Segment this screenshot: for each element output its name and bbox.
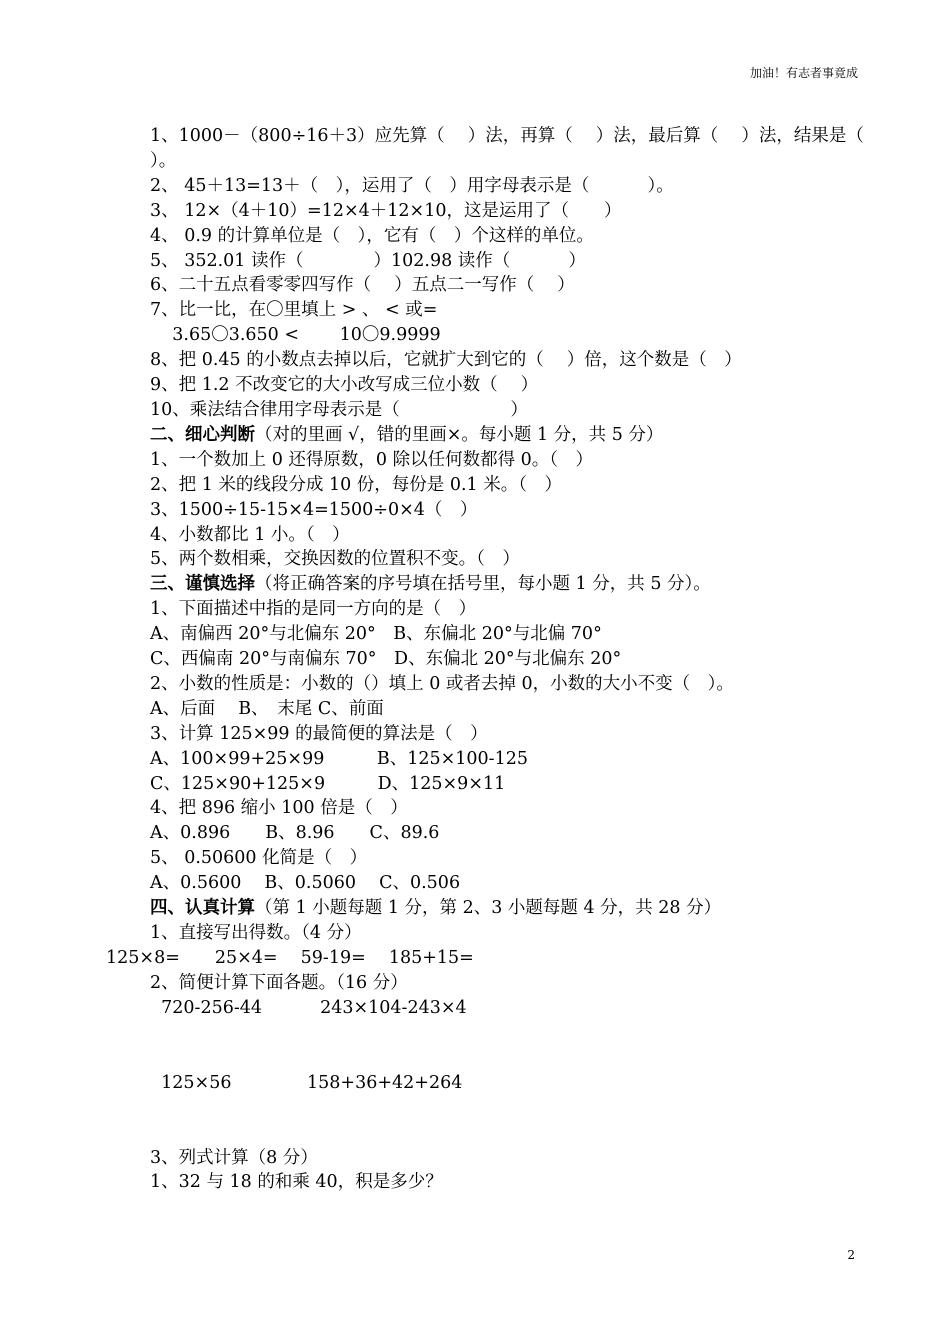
question-4: 4、 0.9 的计算单位是（ ），它有（ ）个这样的单位。 xyxy=(150,225,594,246)
header-motto: 加油！有志者事竟成 xyxy=(749,66,858,80)
choice-line: A、0.896 B、8.96 C、89.6 xyxy=(150,823,440,844)
calc-part-3-question-1: 1、32 与 18 的和乘 40，积是多少？ xyxy=(150,1172,443,1193)
section-4-instruction: （第 1 小题每题 1 分，第 2、3 小题每题 4 分，共 28 分） xyxy=(255,898,722,919)
judge-item: 4、小数都比 1 小。（ ） xyxy=(150,524,350,545)
section-4-title: 四、认真计算 xyxy=(150,898,255,919)
work-space xyxy=(106,1021,866,1071)
choice-line: A、南偏西 20°与北偏东 20° B、东偏北 20°与北偏 70° xyxy=(150,624,602,645)
section-3-instruction: （将正确答案的序号填在括号里，每小题 1 分，共 5 分）。 xyxy=(255,574,711,595)
calc-part-1: 1、直接写出得数。（4 分） xyxy=(150,923,362,943)
calc-part-2: 2、简便计算下面各题。（16 分） xyxy=(150,972,408,993)
choice-line: 4、把 896 缩小 100 倍是（ ） xyxy=(150,798,408,819)
calc-part-2-row-1: 720-256-44 243×104-243×4 xyxy=(150,997,467,1018)
choice-line: 5、 0.50600 化简是（ ） xyxy=(150,848,368,869)
section-3-title: 三、谨慎选择 xyxy=(150,574,255,595)
question-1: 1、1000－（800÷16＋3）应先算（ ）法，再算（ ）法，最后算（ ）法，结果是（ ）。 xyxy=(150,126,887,171)
choice-line: 1、下面描述中指的是同一方向的是（ ） xyxy=(150,599,477,620)
question-7-items: 3.65〇3.650 < 10〇9.9999 xyxy=(150,325,441,346)
section-4-heading xyxy=(106,896,866,921)
choice-line: C、125×90+125×9 D、125×9×11 xyxy=(150,773,506,794)
calc-part-3: 3、列式计算（8 分） xyxy=(150,1147,318,1168)
section-2-title: 二、细心判断 xyxy=(150,424,255,445)
choice-line: A、后面 B、 末尾 C、前面 xyxy=(150,698,384,719)
section-2-instruction: （对的里画 √，错的里画×。每小题 1 分，共 5 分） xyxy=(255,424,664,445)
page-number: 2 xyxy=(847,1248,855,1262)
question-8: 8、把 0.45 的小数点去掉以后，它就扩大到它的（ ）倍，这个数是（ ） xyxy=(150,350,742,371)
question-2: 2、 45＋13=13＋（ ），运用了（ ）用字母表示是（ ）。 xyxy=(150,175,674,196)
question-3: 3、 12×（4＋10）=12×4＋12×10，这是运用了（ ） xyxy=(150,200,622,221)
question-6: 6、二十五点看零零四写作（ ）五点二一写作（ ） xyxy=(150,275,575,296)
calc-part-1-items: 125×8= 25×4= 59-19= 185+15= xyxy=(106,947,474,968)
choice-line: 2、小数的性质是：小数的（）填上 0 或者去掉 0，小数的大小不变（ ）。 xyxy=(150,673,734,694)
judge-item: 3、1500÷15-15×4=1500÷0×4（ ） xyxy=(150,499,478,520)
work-space xyxy=(106,1096,866,1146)
question-7: 7、比一比，在〇里填上 > 、 < 或= xyxy=(150,300,438,321)
question-9: 9、把 1.2 不改变它的大小改写成三位小数（ ） xyxy=(150,375,539,396)
section-2-heading xyxy=(106,423,866,448)
question-5: 5、 352.01 读作（ ）102.98 读作（ ） xyxy=(150,250,586,271)
choice-line: A、0.5600 B、0.5060 C、0.506 xyxy=(150,873,461,894)
choice-line: C、西偏南 20°与南偏东 70° D、东偏北 20°与北偏东 20° xyxy=(150,649,622,670)
worksheet-content xyxy=(106,124,887,1195)
calc-part-2-row-2: 125×56 158+36+42+264 xyxy=(150,1072,463,1093)
choice-line: 3、计算 125×99 的最简便的算法是（ ） xyxy=(150,723,488,744)
judge-item: 1、一个数加上 0 还得原数，0 除以任何数都得 0。（ ） xyxy=(150,449,594,470)
question-10: 10、乘法结合律用字母表示是（ ） xyxy=(150,399,528,420)
section-3-heading xyxy=(106,572,866,597)
judge-item: 2、把 1 米的线段分成 10 份，每份是 0.1 米。（ ） xyxy=(150,474,562,495)
choice-line: A、100×99+25×99 B、125×100-125 xyxy=(150,748,528,769)
judge-item: 5、两个数相乘，交换因数的位置积不变。（ ） xyxy=(150,549,520,570)
